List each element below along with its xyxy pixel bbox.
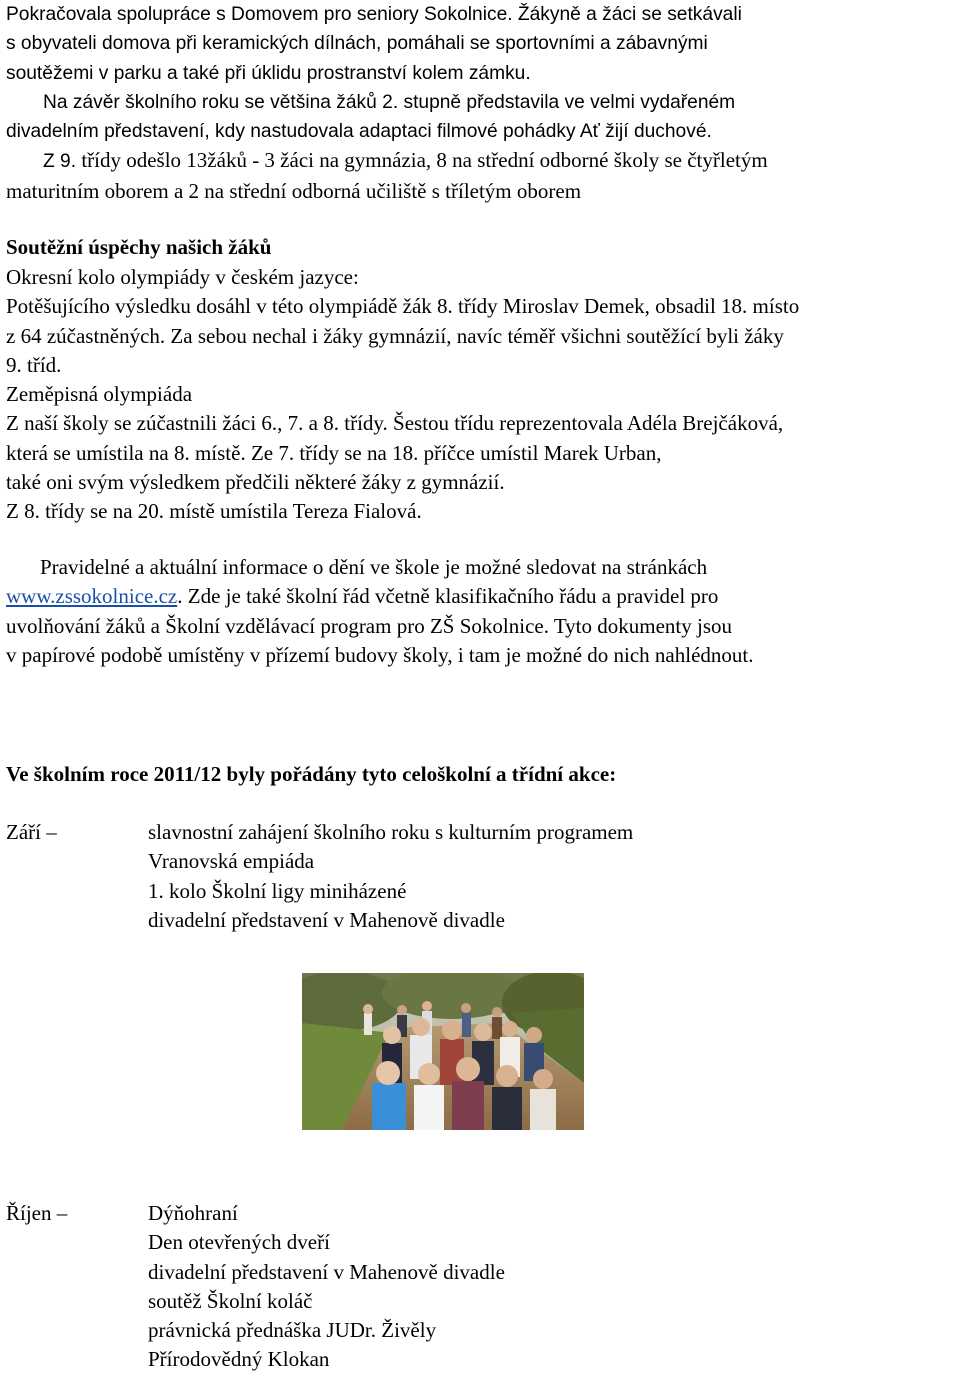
event-item: právnická přednáška JUDr. Živěly bbox=[148, 1318, 437, 1343]
ninth-grade-prefix: Z 9. bbox=[43, 151, 77, 173]
month-september bbox=[6, 818, 633, 935]
month-items bbox=[148, 818, 633, 935]
ninth-grade-line: maturitním oborem a 2 na střední odborná učiliště s tříletým oborem bbox=[6, 178, 582, 203]
end-of-year-line: divadelním představení, kdy nastudovala adaptaci filmové pohádky Ať žijí duchové. bbox=[6, 121, 712, 143]
info-line-rest: . Zde je také školní řád včetně klasifikačního řádu a pravidel pro bbox=[177, 584, 719, 609]
success-line: Okresní kolo olympiády v českém jazyce: bbox=[6, 265, 359, 289]
event-item: divadelní představení v Mahenově divadle bbox=[148, 907, 505, 932]
event-item: Den otevřených dveří bbox=[148, 1230, 330, 1255]
success-line: 9. tříd. bbox=[6, 352, 62, 377]
event-item: Vranovská empiáda bbox=[148, 849, 315, 874]
intro-line: s obyvateli domova při keramických dílnách, pomáhali se sportovními a zábavnými bbox=[6, 33, 708, 55]
event-item: divadelní představení v Mahenově divadle bbox=[148, 1259, 505, 1284]
successes-block bbox=[6, 263, 799, 527]
month-label: Září – bbox=[6, 820, 57, 844]
info-line: uvolňování žáků a Školní vzdělávací program pro ZŠ Sokolnice. Tyto dokumenty jsou bbox=[6, 613, 733, 638]
ninth-grade-rest: třídy odešlo 13žáků - 3 žáci na gymnázia, 8 na střední odborné školy se čtyřletým bbox=[81, 148, 768, 173]
event-item: slavnostní zahájení školního roku s kulturním programem bbox=[148, 820, 634, 844]
event-item: Přírodovědný Klokan bbox=[148, 1347, 330, 1372]
month-label: Říjen – bbox=[6, 1201, 68, 1225]
school-website-link[interactable]: www.zssokolnice.cz bbox=[6, 584, 178, 609]
event-item: Dýňohraní bbox=[148, 1201, 238, 1225]
successes-heading: Soutěžní úspěchy našich žáků bbox=[6, 235, 272, 259]
success-line: Z naší školy se zúčastnili žáci 6., 7. a 8. třídy. Šestou třídu reprezentovala Adéla Brejčáková, bbox=[6, 411, 784, 436]
success-line: která se umístila na 8. místě. Ze 7. třídy se na 18. příčce umístil Marek Urban, bbox=[6, 440, 662, 465]
month-items bbox=[148, 1199, 505, 1375]
intro-line: Pokračovala spolupráce s Domovem pro seniory Sokolnice. Žákyně a žáci se setkávali bbox=[6, 4, 742, 25]
info-block bbox=[6, 553, 754, 670]
success-line: z 64 zúčastněných. Za sebou nechal i žáky gymnázií, navíc téměř všichni soutěžící byli žáky bbox=[6, 323, 784, 348]
event-item: soutěž Školní koláč bbox=[148, 1288, 313, 1313]
success-line: Potěšujícího výsledku dosáhl v této olympiádě žák 8. třídy Miroslav Demek, obsadil 18. místo bbox=[6, 294, 800, 319]
intro-line: soutěžemi v parku a také při úklidu prostranství kolem zámku. bbox=[6, 62, 531, 84]
success-line: také oni svým výsledkem předčili některé žáky z gymnázií. bbox=[6, 470, 505, 495]
month-october bbox=[6, 1199, 505, 1375]
success-line: Z 8. třídy se na 20. místě umístila Tereza Fialová. bbox=[6, 499, 422, 524]
ninth-grade-line bbox=[6, 146, 768, 176]
info-line: Pravidelné a aktuální informace o dění ve škole je možné sledovat na stránkách bbox=[40, 555, 708, 579]
events-title: Ve školním roce 2011/12 byly pořádány tyto celoškolní a třídní akce: bbox=[6, 762, 617, 786]
end-of-year-line: Na závěr školního roku se většina žáků 2. stupně představila ve velmi vydařeném bbox=[43, 91, 736, 113]
info-line: v papírové podobě umístěny v přízemí budovy školy, i tam je možné do nich nahlédnout. bbox=[6, 642, 754, 667]
event-photo-illustration bbox=[302, 973, 584, 1130]
success-line: Zeměpisná olympiáda bbox=[6, 382, 193, 407]
event-photo bbox=[302, 973, 584, 1130]
event-item: 1. kolo Školní ligy miniházené bbox=[148, 878, 407, 903]
info-line bbox=[6, 582, 754, 611]
intro-block bbox=[6, 0, 768, 206]
